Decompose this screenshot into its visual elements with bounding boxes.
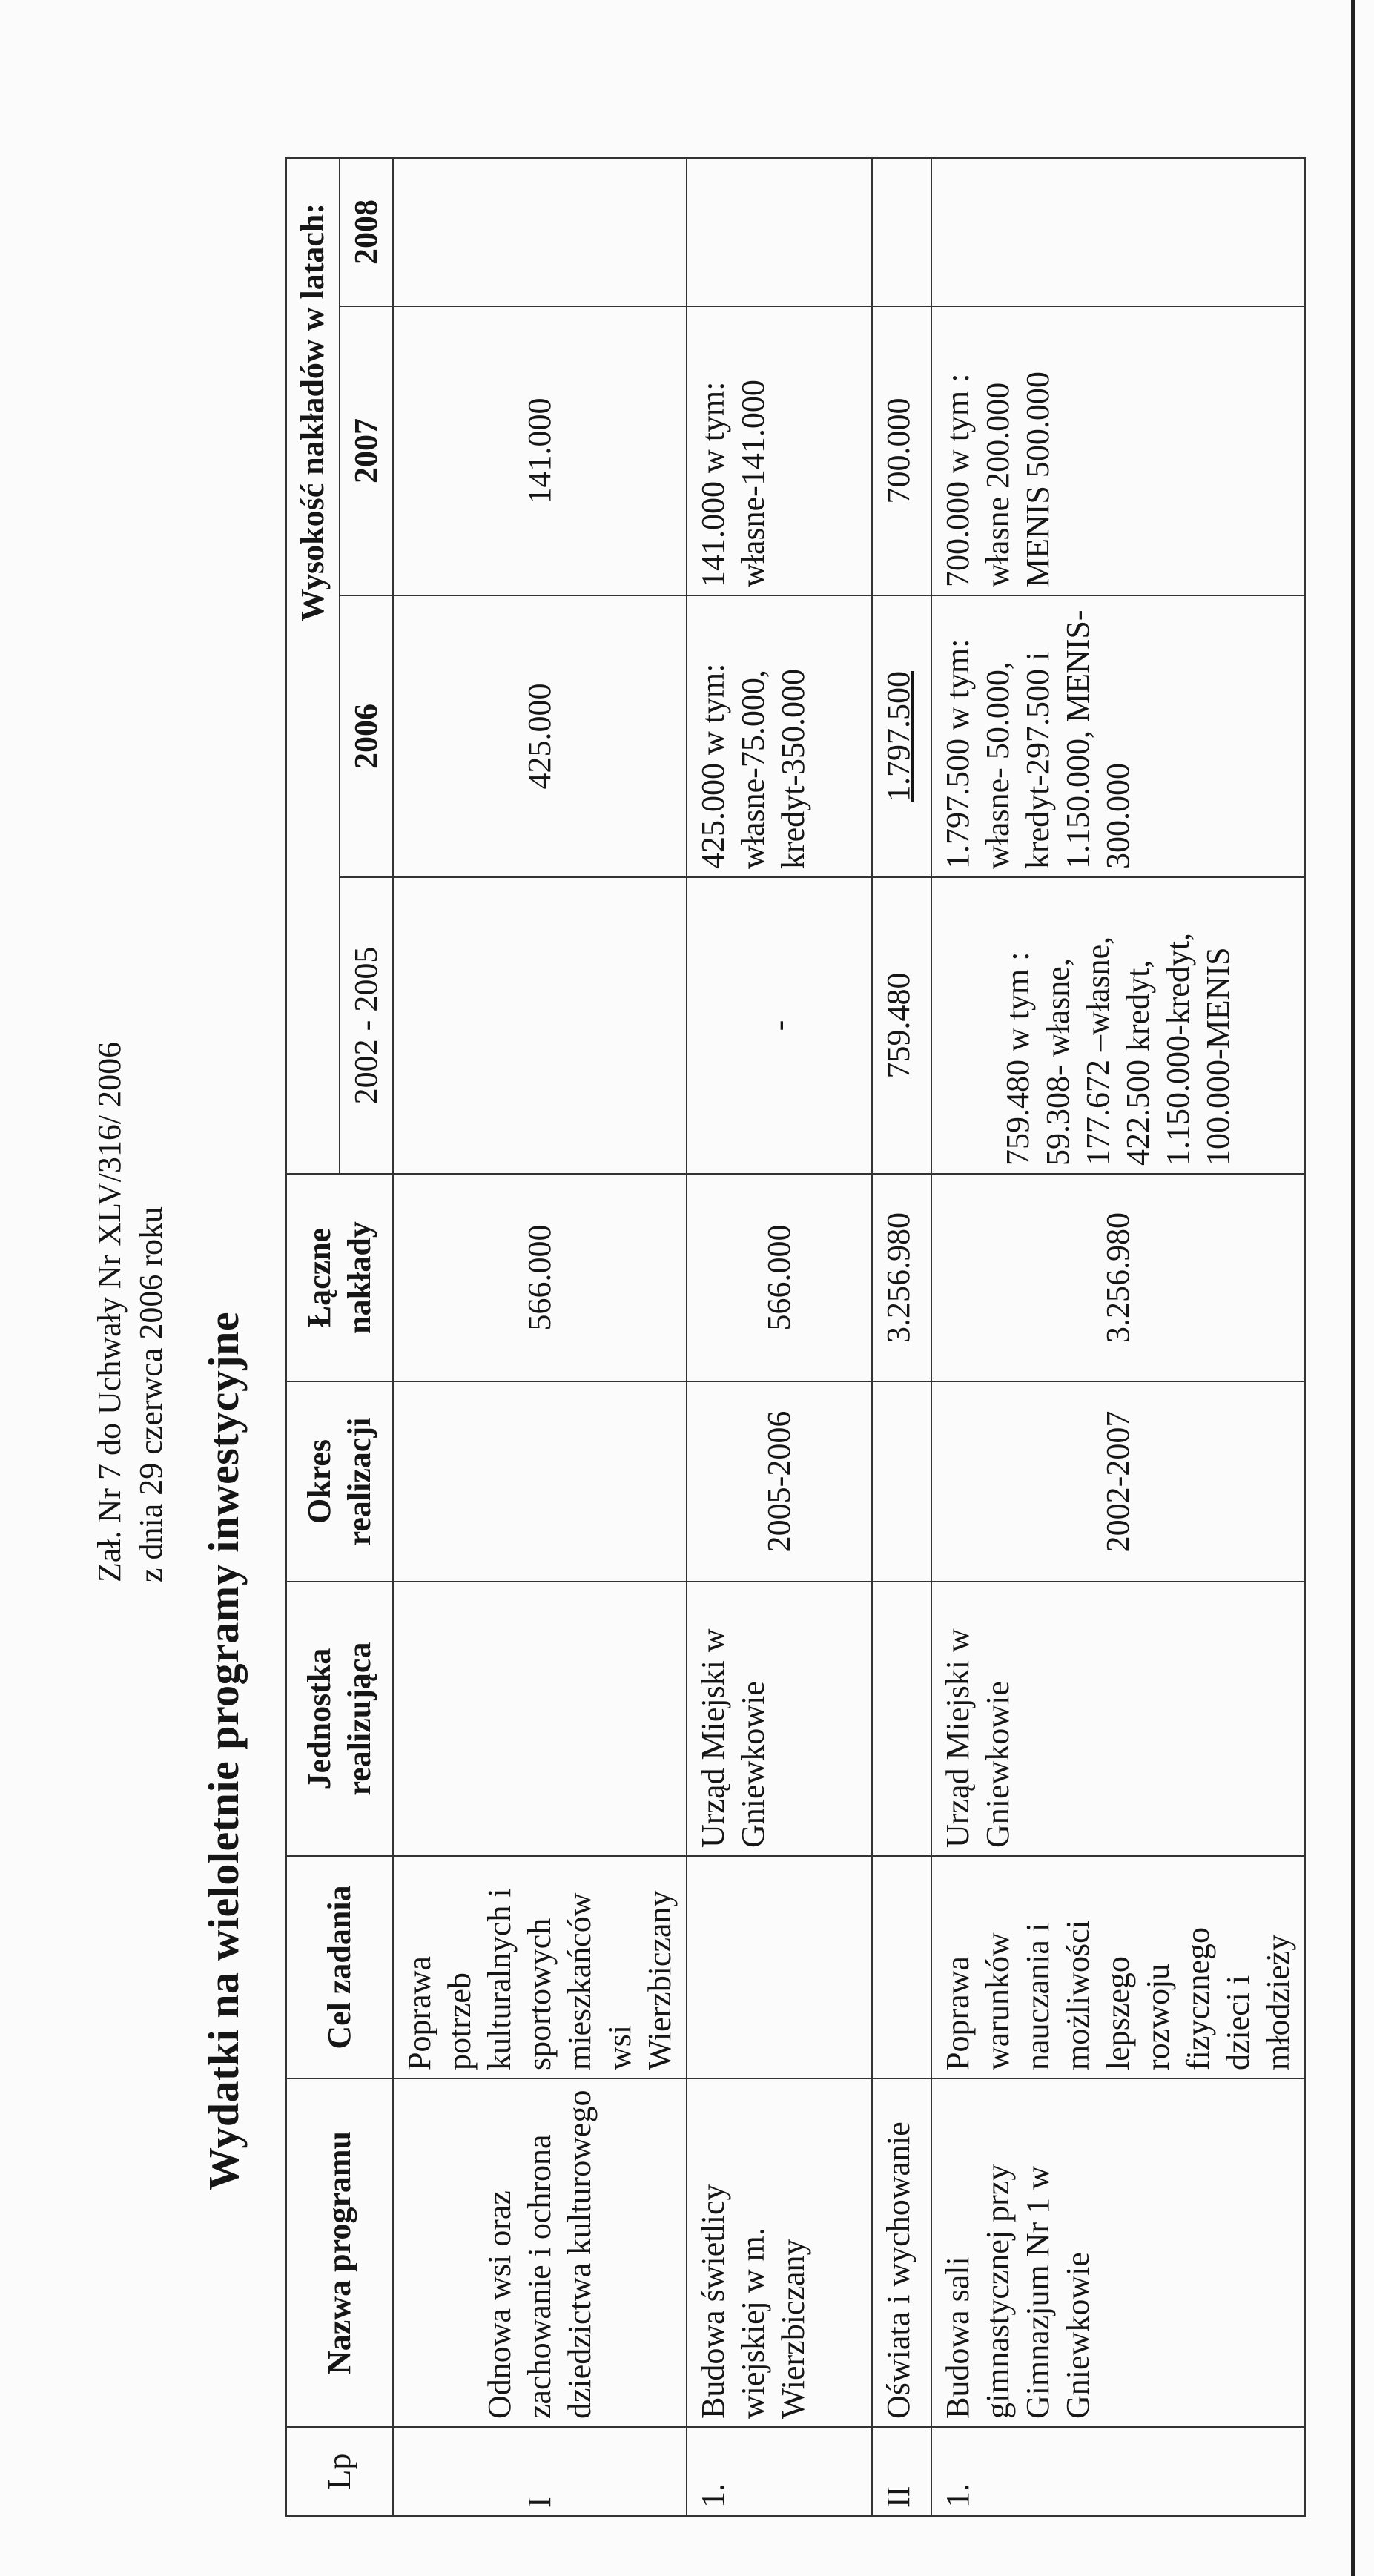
row-lp: 1. xyxy=(687,2427,872,2516)
row-goal: Poprawa potrzeb kulturalnych i sportowych mieszkańców wsi Wierzbiczany xyxy=(393,1856,687,2078)
table-row xyxy=(393,158,687,2516)
row-2007: 141.000 xyxy=(393,306,687,595)
row-name: Budowa sali gimnastycznej przy Gimnazjum Nr 1 w Gniewkowie xyxy=(931,2078,1305,2427)
header-row-1 xyxy=(286,158,340,2516)
row-2006: 1.797.500 w tym: własne- 50.000, kredyt-297.500 i 1.150.000, MENIS-300.000 xyxy=(931,595,1305,877)
row-2008 xyxy=(872,158,931,306)
row-name: Budowa świetlicy wiejskiej w m. Wierzbiczany xyxy=(687,2078,872,2427)
row-period xyxy=(393,1381,687,1582)
row-2006: 425.000 w tym: własne-75.000, kredyt-350.000 xyxy=(687,595,872,877)
table-row xyxy=(872,158,931,2516)
col-lp: Lp xyxy=(286,2427,393,2516)
row-total: 566.000 xyxy=(687,1174,872,1381)
row-2008 xyxy=(687,158,872,306)
table-row xyxy=(687,158,872,2516)
col-2008: 2008 xyxy=(340,158,393,306)
row-2007: 700.000 w tym : własne 200.000 MENIS 500.000 xyxy=(931,306,1305,595)
scan-edge-line xyxy=(1351,0,1355,2576)
row-goal: Poprawa warunków nauczania i możliwości lepszego rozwoju fizycznego dzieci i młodzieży xyxy=(931,1856,1305,2078)
row-total: 3.256.980 xyxy=(872,1174,931,1381)
resolution-reference xyxy=(89,544,172,1582)
resolution-number: Zał. Nr 7 do Uchwały Nr XLV/316/ 2006 xyxy=(91,1041,128,1582)
row-2008 xyxy=(931,158,1305,306)
col-name: Nazwa programu xyxy=(286,2078,393,2427)
row-period: 2002-2007 xyxy=(931,1381,1305,1582)
col-years-group: Wysokość nakładów w latach: xyxy=(286,158,340,1174)
row-unit: Urząd Miejski w Gniewkowie xyxy=(931,1582,1305,1856)
investment-table xyxy=(285,157,1306,2517)
row-2002-2005: 759.480 xyxy=(872,877,931,1174)
col-2006: 2006 xyxy=(340,595,393,877)
row-unit: Urząd Miejski w Gniewkowie xyxy=(687,1582,872,1856)
row-lp: 1. xyxy=(931,2427,1305,2516)
row-2002-2005 xyxy=(393,877,687,1174)
row-2007: 700.000 xyxy=(872,306,931,595)
col-unit: Jednostka realizująca xyxy=(286,1582,393,1856)
row-2008 xyxy=(393,158,687,306)
row-name: Odnowa wsi oraz zachowanie i ochrona dziedzictwa kulturowego xyxy=(393,2078,687,2427)
col-goal: Cel zadania xyxy=(286,1856,393,2078)
row-name: Oświata i wychowanie xyxy=(872,2078,931,2427)
col-total: Łączne nakłady xyxy=(286,1174,393,1381)
row-total: 566.000 xyxy=(393,1174,687,1381)
table-row xyxy=(931,158,1305,2516)
document-title: Wydatki na wieloletnie programy inwestycyjne xyxy=(199,1311,248,2190)
row-unit xyxy=(872,1582,931,1856)
row-goal xyxy=(687,1856,872,2078)
row-lp: II xyxy=(872,2427,931,2516)
row-total: 3.256.980 xyxy=(931,1174,1305,1381)
col-period: Okres realizacji xyxy=(286,1381,393,1582)
row-2002-2005: - xyxy=(687,877,872,1174)
row-2006: 1.797.500 xyxy=(872,595,931,877)
col-2007: 2007 xyxy=(340,306,393,595)
col-2002-2005: 2002 - 2005 xyxy=(340,877,393,1174)
row-2007: 141.000 w tym: własne-141.000 xyxy=(687,306,872,595)
row-2006: 425.000 xyxy=(393,595,687,877)
resolution-date: z dnia 29 czerwca 2006 roku xyxy=(133,1206,169,1582)
row-2002-2005: 759.480 w tym : 59.308- własne, 177.672 –własne, 422.500 kredyt, 1.150.000-kredyt, 100.000-MENIS xyxy=(931,877,1305,1174)
row-unit xyxy=(393,1582,687,1856)
row-goal xyxy=(872,1856,931,2078)
row-lp: I xyxy=(393,2427,687,2516)
row-period xyxy=(872,1381,931,1582)
row-period: 2005-2006 xyxy=(687,1381,872,1582)
